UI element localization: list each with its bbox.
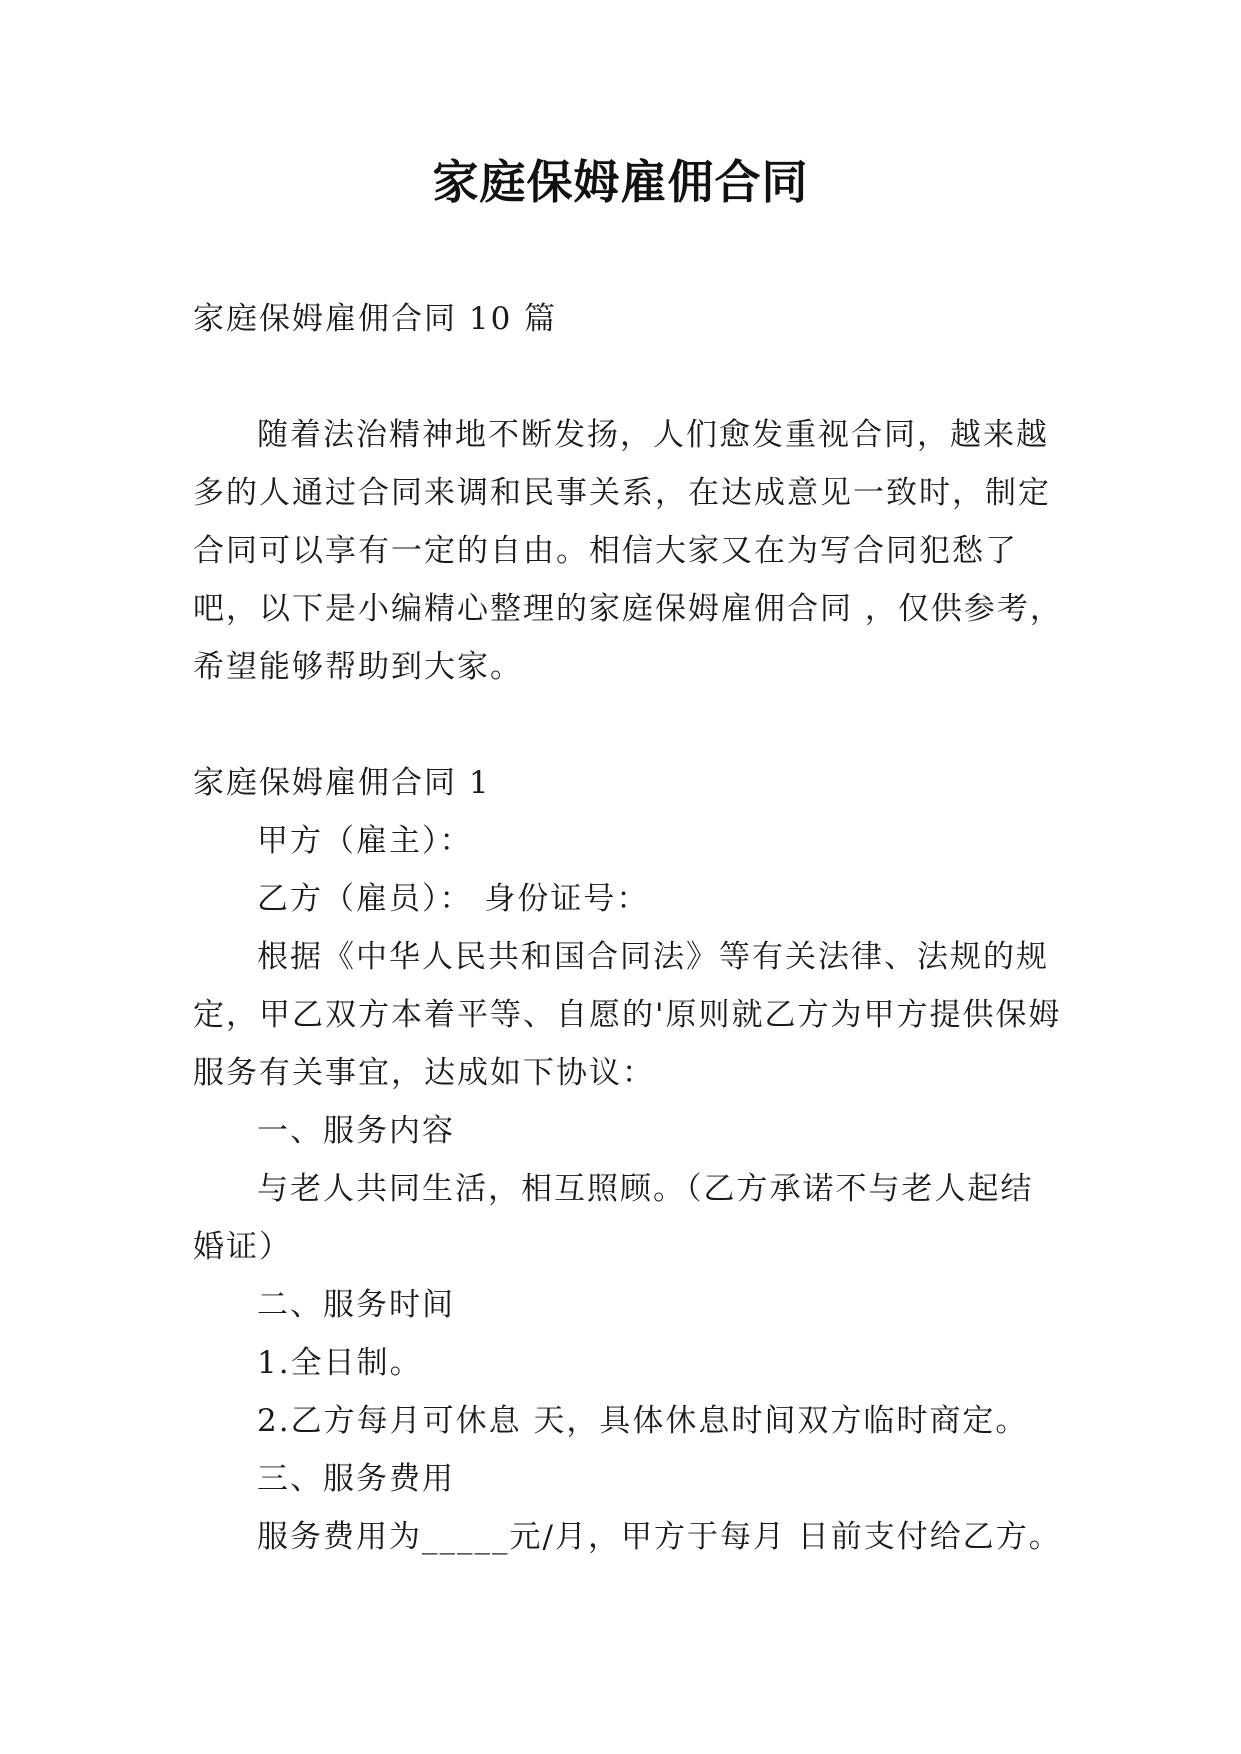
intro-paragraph: 随着法治精神地不断发扬，人们愈发重视合同，越来越多的人通过合同来调和民事关系，在达成意见一致时，制定合同可以享有一定的自由。相信大家又在为写合同犯愁了吧，以下是小编精心整理的家庭保姆雇佣合同 ，仅供参考，希望能够帮助到大家。 <box>193 417 1063 685</box>
legal-basis-paragraph: 根据《中华人民共和国合同法》等有关法律、法规的规定，甲乙双方本着平等、自愿的'原则就乙方为甲方提供保姆服务有关事宜，达成如下协议： <box>193 939 1062 1091</box>
party-b-line: 乙方（雇员）： 身份证号： <box>257 881 650 917</box>
document-body <box>193 290 1063 1566</box>
section-heading: 家庭保姆雇佣合同 1 <box>193 765 491 801</box>
clause-3-title: 三、服务费用 <box>257 1461 455 1497</box>
party-a-line: 甲方（雇主）： <box>257 823 473 859</box>
spacer <box>193 696 1063 754</box>
clause-1-title: 一、服务内容 <box>257 1113 455 1149</box>
clause-3-text: 服务费用为_____元/月，甲方于每月 日前支付给乙方。 <box>257 1519 1062 1555</box>
document-title: 家庭保姆雇佣合同 <box>432 155 809 209</box>
clause-1-text: 与老人共同生活，相互照顾。（乙方承诺不与老人起结婚证） <box>193 1171 1034 1265</box>
document-subtitle: 家庭保姆雇佣合同 10 篇 <box>193 301 558 337</box>
clause-2-title: 二、服务时间 <box>257 1287 455 1323</box>
clause-2-item-2: 2.乙方每月可休息 天，具体休息时间双方临时商定。 <box>257 1403 1029 1439</box>
clause-2-item-1: 1.全日制。 <box>257 1345 423 1381</box>
spacer <box>193 348 1063 406</box>
